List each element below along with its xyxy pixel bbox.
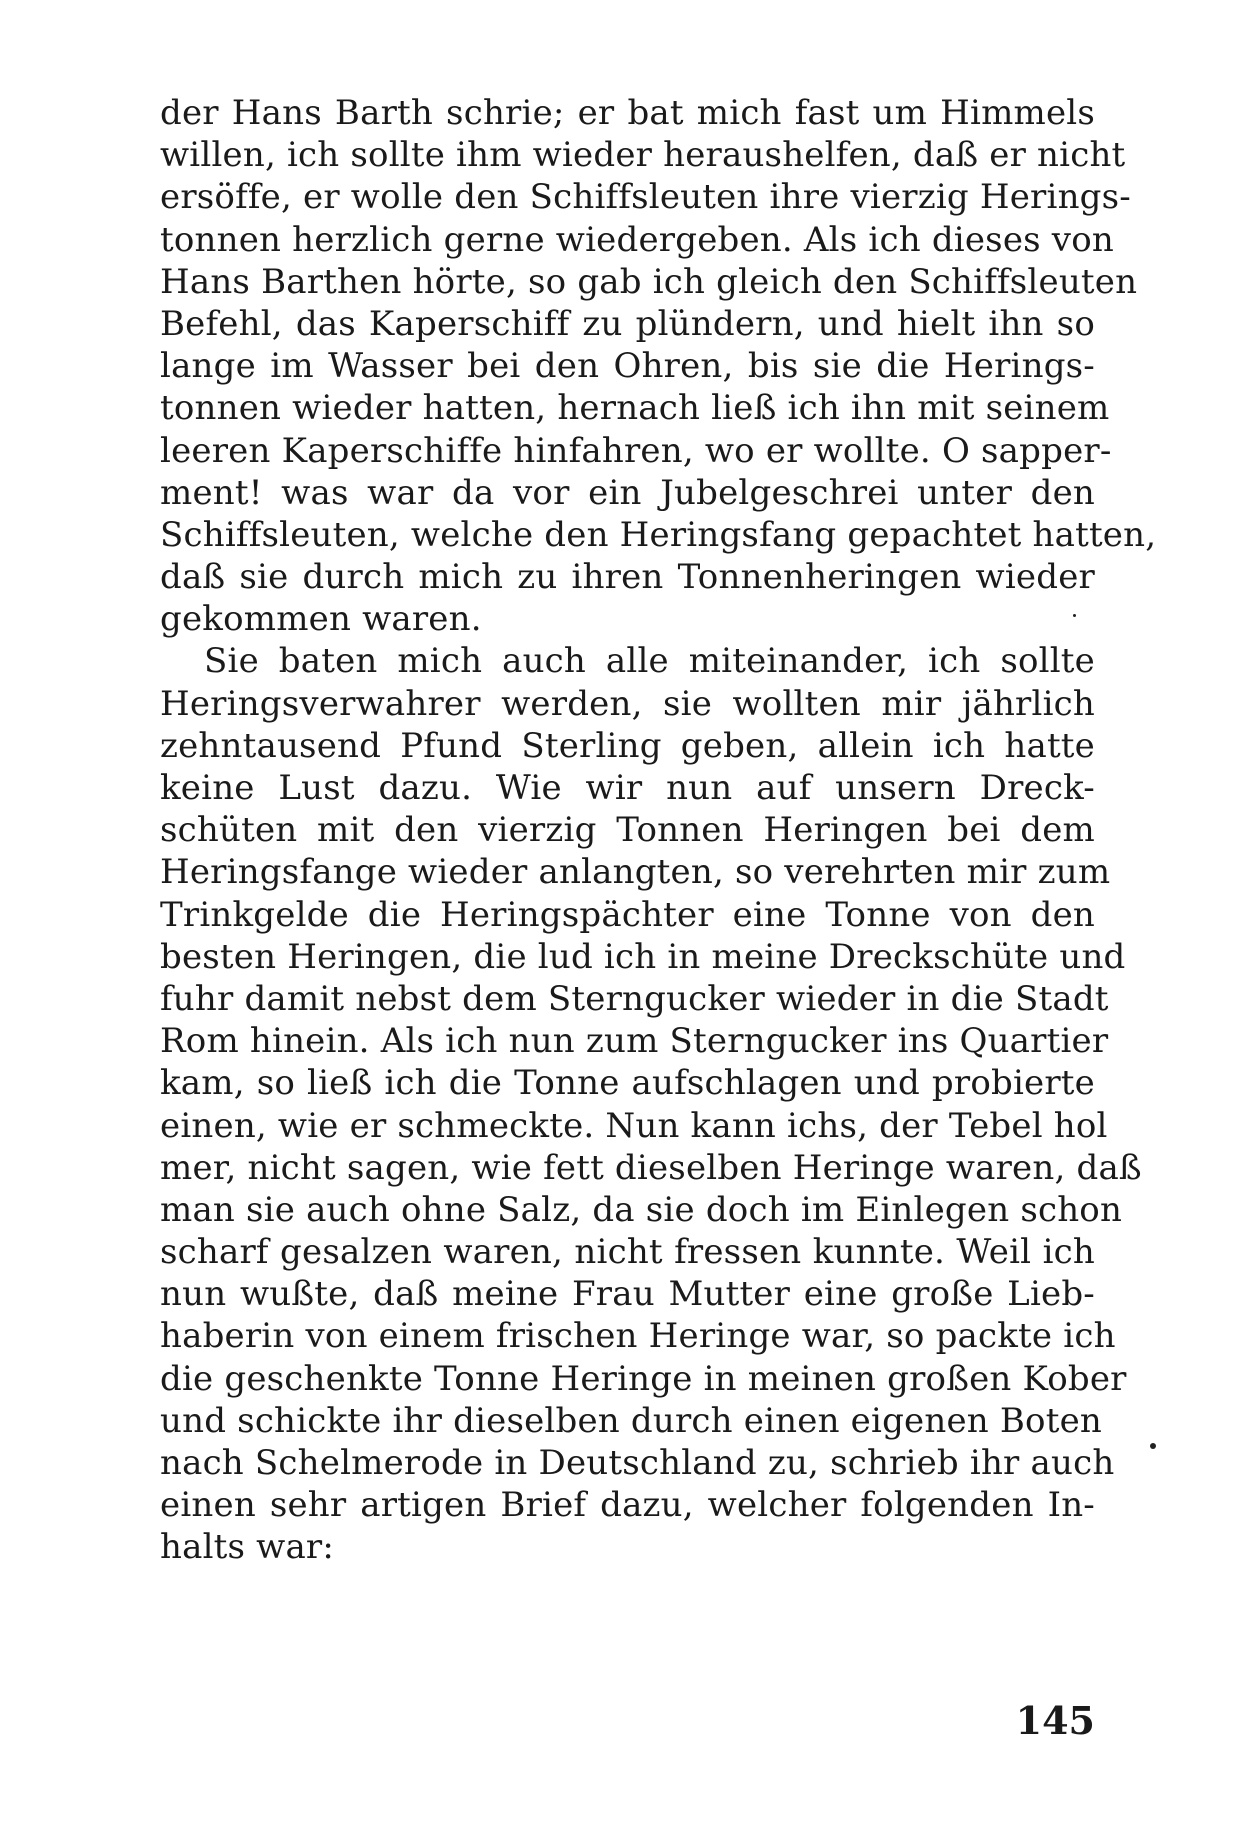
print-speck [1073, 614, 1076, 617]
text-line: Befehl, das Kaperschiff zu plündern, und hielt ihn so [160, 303, 1095, 344]
text-line: halts war: [160, 1527, 335, 1568]
text-line: tonnen wieder hatten, hernach ließ ich ihn mit seinem [160, 388, 1110, 429]
text-line: nun wußte, daß meine Frau Mutter eine große Lieb- [160, 1274, 1095, 1315]
paragraph [160, 92, 1157, 640]
text-line: die geschenkte Tonne Heringe in meinen großen Kober [160, 1358, 1127, 1399]
text-line: willen, ich sollte ihm wieder heraushelfen, daß er nicht [160, 135, 1126, 176]
text-line: ersöffe, er wolle den Schiffsleuten ihre vierzig Herings- [160, 177, 1131, 218]
text-line: mer, nicht sagen, wie fett dieselben Heringe waren, daß [160, 1147, 1142, 1188]
text-line: schüten mit den vierzig Tonnen Heringen bei dem [160, 810, 1095, 851]
text-line: man sie auch ohne Salz, da sie doch im Einlegen schon [160, 1189, 1123, 1230]
text-line: besten Heringen, die lud ich in meine Dreckschüte und [160, 936, 1126, 977]
text-line: einen sehr artigen Brief dazu, welcher folgenden In- [160, 1485, 1095, 1526]
text-line: ment! was war da vor ein Jubelgeschrei unter den [160, 472, 1095, 513]
text-line: leeren Kaperschiffe hinfahren, wo er wollte. O sapper- [160, 430, 1112, 471]
text-line: Hans Barthen hörte, so gab ich gleich den Schiffsleuten [160, 261, 1138, 302]
text-line: Trinkgelde die Heringspächter eine Tonne von den [160, 894, 1095, 935]
text-line: tonnen herzlich gerne wiedergeben. Als ich dieses von [160, 219, 1114, 260]
text-line: Heringsfange wieder anlangten, so verehrten mir zum [160, 852, 1111, 893]
text-line: einen, wie er schmeckte. Nun kann ichs, der Tebel hol [160, 1105, 1108, 1146]
text-line: haberin von einem frischen Heringe war, so packte ich [160, 1316, 1116, 1357]
text-line: lange im Wasser bei den Ohren, bis sie die Herings- [160, 346, 1095, 387]
text-line: Sie baten mich auch alle miteinander, ich sollte [204, 641, 1095, 682]
text-line: zehntausend Pfund Sterling geben, allein ich hatte [160, 725, 1095, 766]
text-line: nach Schelmerode in Deutschland zu, schrieb ihr auch [160, 1443, 1115, 1483]
text-line: fuhr damit nebst dem Sterngucker wieder in die Stadt [160, 978, 1109, 1019]
page-body [160, 92, 1157, 1569]
text-line: gekommen waren. [160, 599, 482, 640]
text-line: daß sie durch mich zu ihren Tonnenheringen wieder [160, 557, 1095, 598]
text-line: Rom hinein. Als ich nun zum Sterngucker ins Quartier [160, 1021, 1109, 1062]
page-number: 145 [1015, 1698, 1095, 1743]
text-line: scharf gesalzen waren, nicht fressen kunnte. Weil ich [160, 1232, 1095, 1273]
text-line: kam, so ließ ich die Tonne aufschlagen und probierte [160, 1063, 1095, 1104]
print-speck [1150, 1443, 1156, 1449]
text-line: und schickte ihr dieselben durch einen eigenen Boten [160, 1400, 1103, 1441]
paragraph [160, 640, 1142, 1568]
text-line: Schiffsleuten, welche den Heringsfang gepachtet hatten, [160, 514, 1157, 555]
text-line: der Hans Barth schrie; er bat mich fast um Himmels [160, 93, 1095, 133]
text-line: Heringsverwahrer werden, sie wollten mir jährlich [160, 683, 1095, 724]
text-line: keine Lust dazu. Wie wir nun auf unsern Dreck- [160, 768, 1095, 808]
